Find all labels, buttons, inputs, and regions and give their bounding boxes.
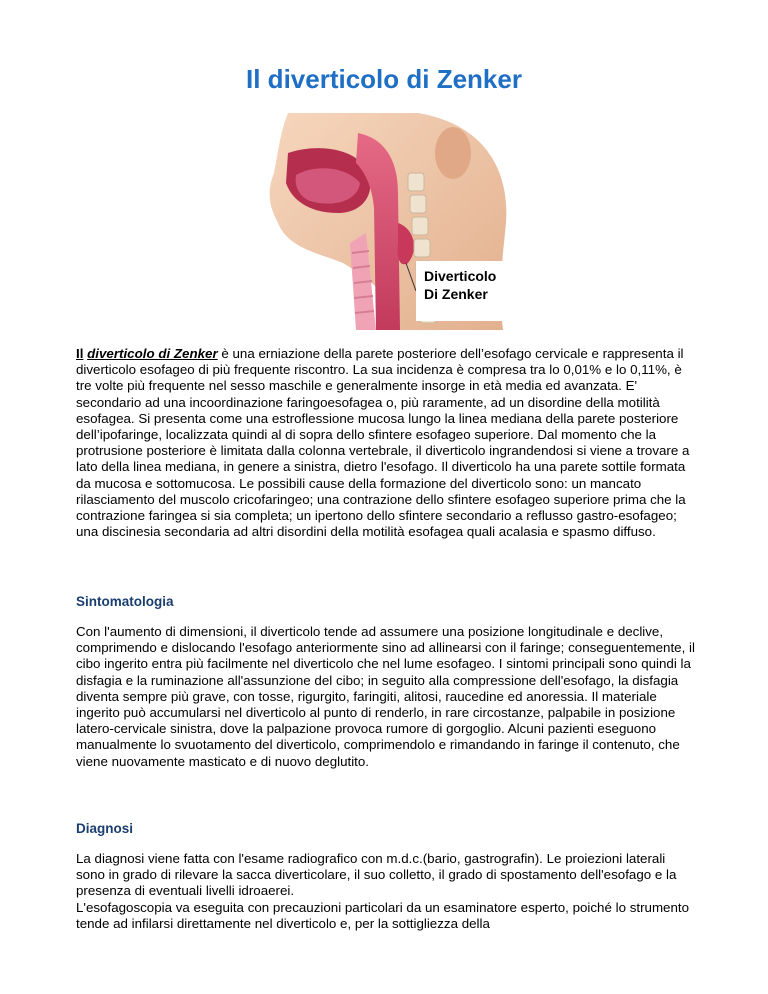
caption-line-1: Diverticolo (424, 268, 497, 284)
diagnosi-paragraph (76, 851, 696, 932)
intro-body: è una erniazione della parete posteriore dell’esofago cervicale e rappresenta il diverticolo esofageo di più frequente riscontro. La sua incidenza è compresa tra lo 0,01% e lo 0,11%, è tre volte più frequente nel sesso maschile e generalmente insorge in età media ed avanzata. E' secondario ad una incoordinazione faringoesofagea o, più raramente, ad un disordine della motilità esofagea. Si presenta come una estroflessione mucosa lungo la linea mediana della parete posteriore dell’ipofaringe, localizzata quindi al di sopra dello sfintere esofageo superiore. Dal momento che la protrusione posteriore è limitata dalla colonna vertebrale, il diverticolo ingrandendosi si viene a trovare a lato della linea mediana, in genere a sinistra, dietro l'esofago. Il diverticolo ha una parete sottile formata da mucosa e sottomucosa. Le possibili cause della formazione del diverticolo sono: un mancato rilasciamento del muscolo cricofaringeo; una contrazione dello sfintere esofageo superiore prima che la contrazione faringea si sia completa; un ipertono dello sfintere secondario a reflusso gastro-esofageo; una discinesia secondaria ad altri disordini della motilità esofagea quali acalasia e spasmo diffuso. (76, 346, 690, 540)
page-title: Il diverticolo di Zenker (246, 64, 522, 94)
intro-paragraph (76, 346, 696, 540)
lead-article: Il (76, 346, 84, 361)
figure-caption (416, 261, 516, 321)
diagnosi-body-1: La diagnosi viene fatta con l'esame radiografico con m.d.c.(bario, gastrografin). Le proiezioni laterali sono in grado di rilevare la sacca diverticolare, il suo colletto, il grado di spostamento dell'esofago e la presenza di eventuali livelli idroaerei. (76, 851, 677, 899)
section-heading-sintomatologia: Sintomatologia (76, 594, 174, 609)
caption-line-2: Di Zenker (424, 286, 488, 302)
lead-term-text: diverticolo di Zenker (87, 346, 218, 361)
diagnosi-body-2: L'esofagoscopia va eseguita con precauzioni particolari da un esaminatore esperto, poiché lo strumento tende ad infilarsi direttamente nel diverticolo e, per la sottigliezza della (76, 899, 690, 931)
anatomy-figure (248, 113, 520, 330)
sintomatologia-paragraph: Con l'aumento di dimensioni, il diverticolo tende ad assumere una posizione longitudinale e declive, comprimendo e dislocando l'esofago anteriormente sino ad allinearsi con il faringe; conseguentemente, il cibo ingerito entra più facilmente nel diverticolo che nel lume esofageo. I sintomi principali sono quindi la disfagia e la ruminazione all'assunzione del cibo; in seguito alla compressione dell'esofago, la disfagia diventa sempre più grave, con tosse, rigurgito, faringiti, alitosi, raucedine ed anoressia. Il materiale ingerito può accumularsi nel diverticolo al punto di renderlo, in rare circostanze, palpabile in posizione latero-cervicale sinistra, dove la palpazione provoca rumore di gorgoglio. Alcuni pazienti eseguono manualmente lo svuotamento del diverticolo, comprimendolo e rimandando in faringe il contenuto, che viene nuovamente masticato e di nuovo deglutito. (76, 624, 695, 769)
section-heading-diagnosi: Diagnosi (76, 821, 134, 836)
lead-term[interactable] (87, 346, 218, 361)
